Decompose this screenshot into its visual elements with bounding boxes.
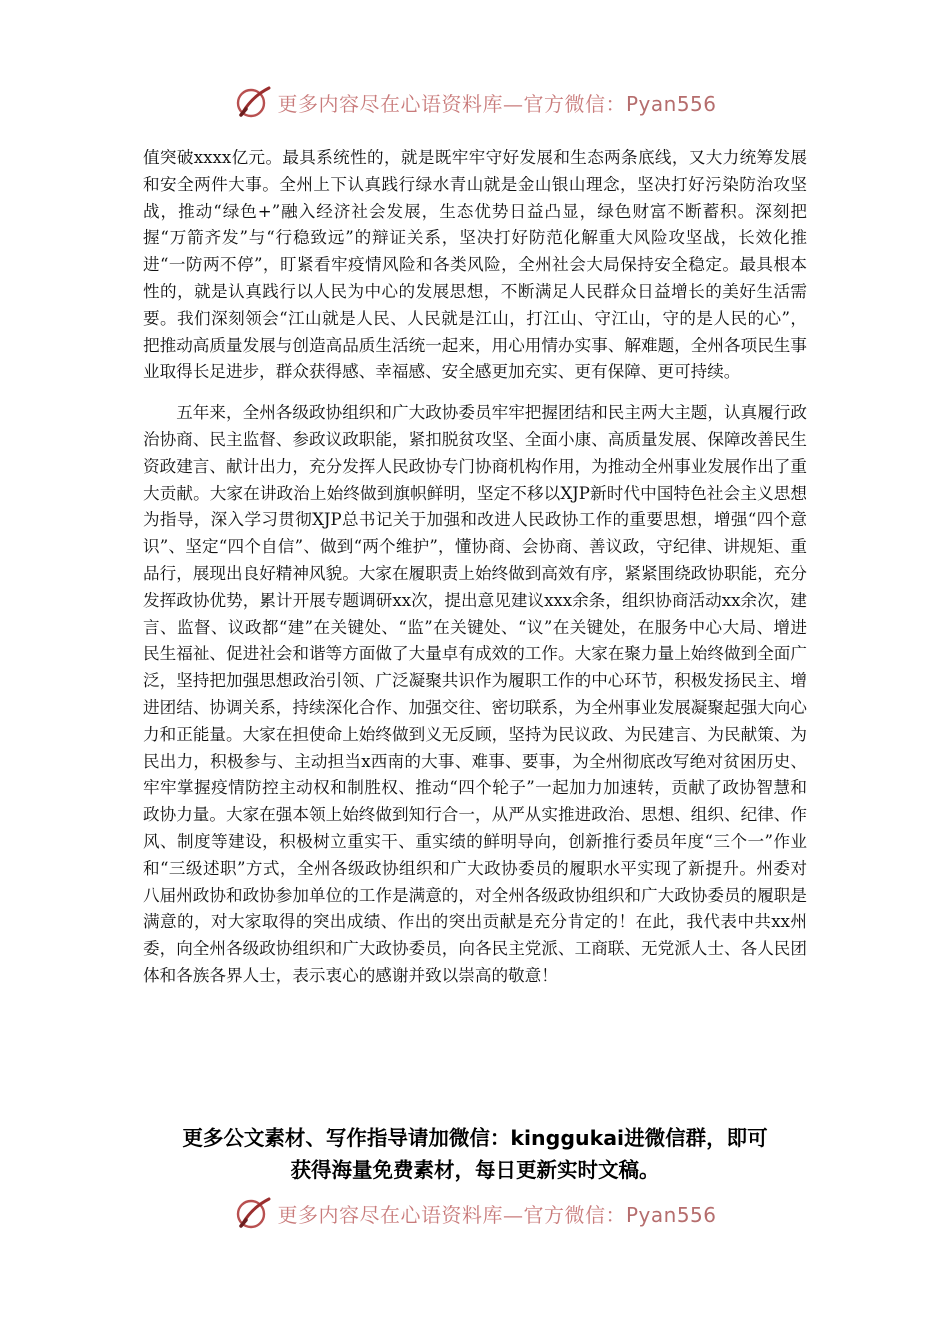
watermark-text [277,1199,716,1228]
brush-logo-icon [233,82,273,122]
watermark-label: 更多内容尽在心语资料库—官方微信： [277,1202,626,1227]
brush-logo-icon [233,1193,273,1233]
watermark-text [277,88,716,117]
watermark-wechat-id: Pyan556 [625,91,717,116]
body-paragraph-2: 五年来，全州各级政协组织和广大政协委员牢牢把握团结和民主两大主题，认真履行政治协商、民主监督、参政议政职能，紧扣脱贫攻坚、全面小康、高质量发展、保障改善民生资政建言、献计出力，充分发挥人民政协专门协商机构作用，为推动全州事业发展作出了重大贡献。大家在讲政治上始终做到旗帜鲜明，坚定不移以XJP新时代中国特色社会主义思想为指导，深入学习贯彻XJP总书记关于加强和改进人民政协工作的重要思想，增强“四个意识”、坚定“四个自信”、做到“两个维护”，懂协商、会协商、善议政，守纪律、讲规矩、重品行，展现出良好精神风貌。大家在履职责上始终做到高效有序，紧紧围绕政协职能，充分发挥政协优势，累计开展专题调研xx次，提出意见建议xxx余条，组织协商活动xx余次，建言、监督、议政都“建”在关键处、“监”在关键处、“议”在关键处，在服务中心大局、增进民生福祉、促进社会和谐等方面做了大量卓有成效的工作。大家在聚力量上始终做到全面广泛，坚持把加强思想政治引领、广泛凝聚共识作为履职工作的中心环节，积极发扬民主、增进团结、协调关系，持续深化合作、加强交往、密切联系，为全州事业发展凝聚起强大向心力和正能量。大家在担使命上始终做到义无反顾，坚持为民议政、为民建言、为民献策、为民出力，积极参与、主动担当x西南的大事、难事、要事，为全州彻底改写绝对贫困历史、牢牢掌握疫情防控主动权和制胜权、推动“四个轮子”一起加力加速转，贡献了政协智慧和政协力量。大家在强本领上始终做到知行合一，从严从实推进政治、思想、组织、纪律、作风、制度等建设，积极树立重实干、重实绩的鲜明导向，创新推行委员年度“三个一”作业和“三级述职”方式，全州各级政协组织和广大政协委员的履职水平实现了新提升。州委对八届州政协和政协参加单位的工作是满意的，对全州各级政协组织和广大政协委员的履职是满意的，对大家取得的突出成绩、作出的突出贡献是充分肯定的！在此，我代表中共xx州委，向全州各级政协组织和广大政协委员，向各民主党派、工商联、无党派人士、各人民团体和各族各界人士，表示衷心的感谢并致以崇高的敬意！ [143,403,807,985]
promo-line-1: 更多公文素材、写作指导请加微信：kinggukai进微信群，即可 [182,1126,768,1150]
promo-notice [130,1122,820,1186]
watermark-label: 更多内容尽在心语资料库—官方微信： [277,91,626,116]
watermark-wechat-id: Pyan556 [625,1202,717,1227]
body-paragraph-1: 值突破xxxx亿元。最具系统性的，就是既牢牢守好发展和生态两条底线，又大力统筹发展和安全两件大事。全州上下认真践行绿水青山就是金山银山理念，坚决打好污染防治攻坚战，推动“绿色+”融入经济社会发展，生态优势日益凸显，绿色财富不断蓄积。深刻把握“万箭齐发”与“行稳致远”的辩证关系，坚决打好防范化解重大风险攻坚战，长效化推进“一防两不停”，盯紧看牢疫情风险和各类风险，全州社会大局保持安全稳定。最具根本性的，就是认真践行以人民为中心的发展思想，不断满足人民群众日益增长的美好生活需要。我们深刻领会“江山就是人民、人民就是江山，打江山、守江山，守的是人民的心”，把推动高质量发展与创造高品质生活统一起来，用心用情办实事、解难题，全州各项民生事业取得长足进步，群众获得感、幸福感、安全感更加充实、更有保障、更可持续。 [143,148,807,382]
watermark-header [0,82,950,122]
watermark-footer [0,1193,950,1233]
document-body [143,145,807,990]
promo-line-2: 获得海量免费素材，每日更新实时文稿。 [290,1158,660,1182]
